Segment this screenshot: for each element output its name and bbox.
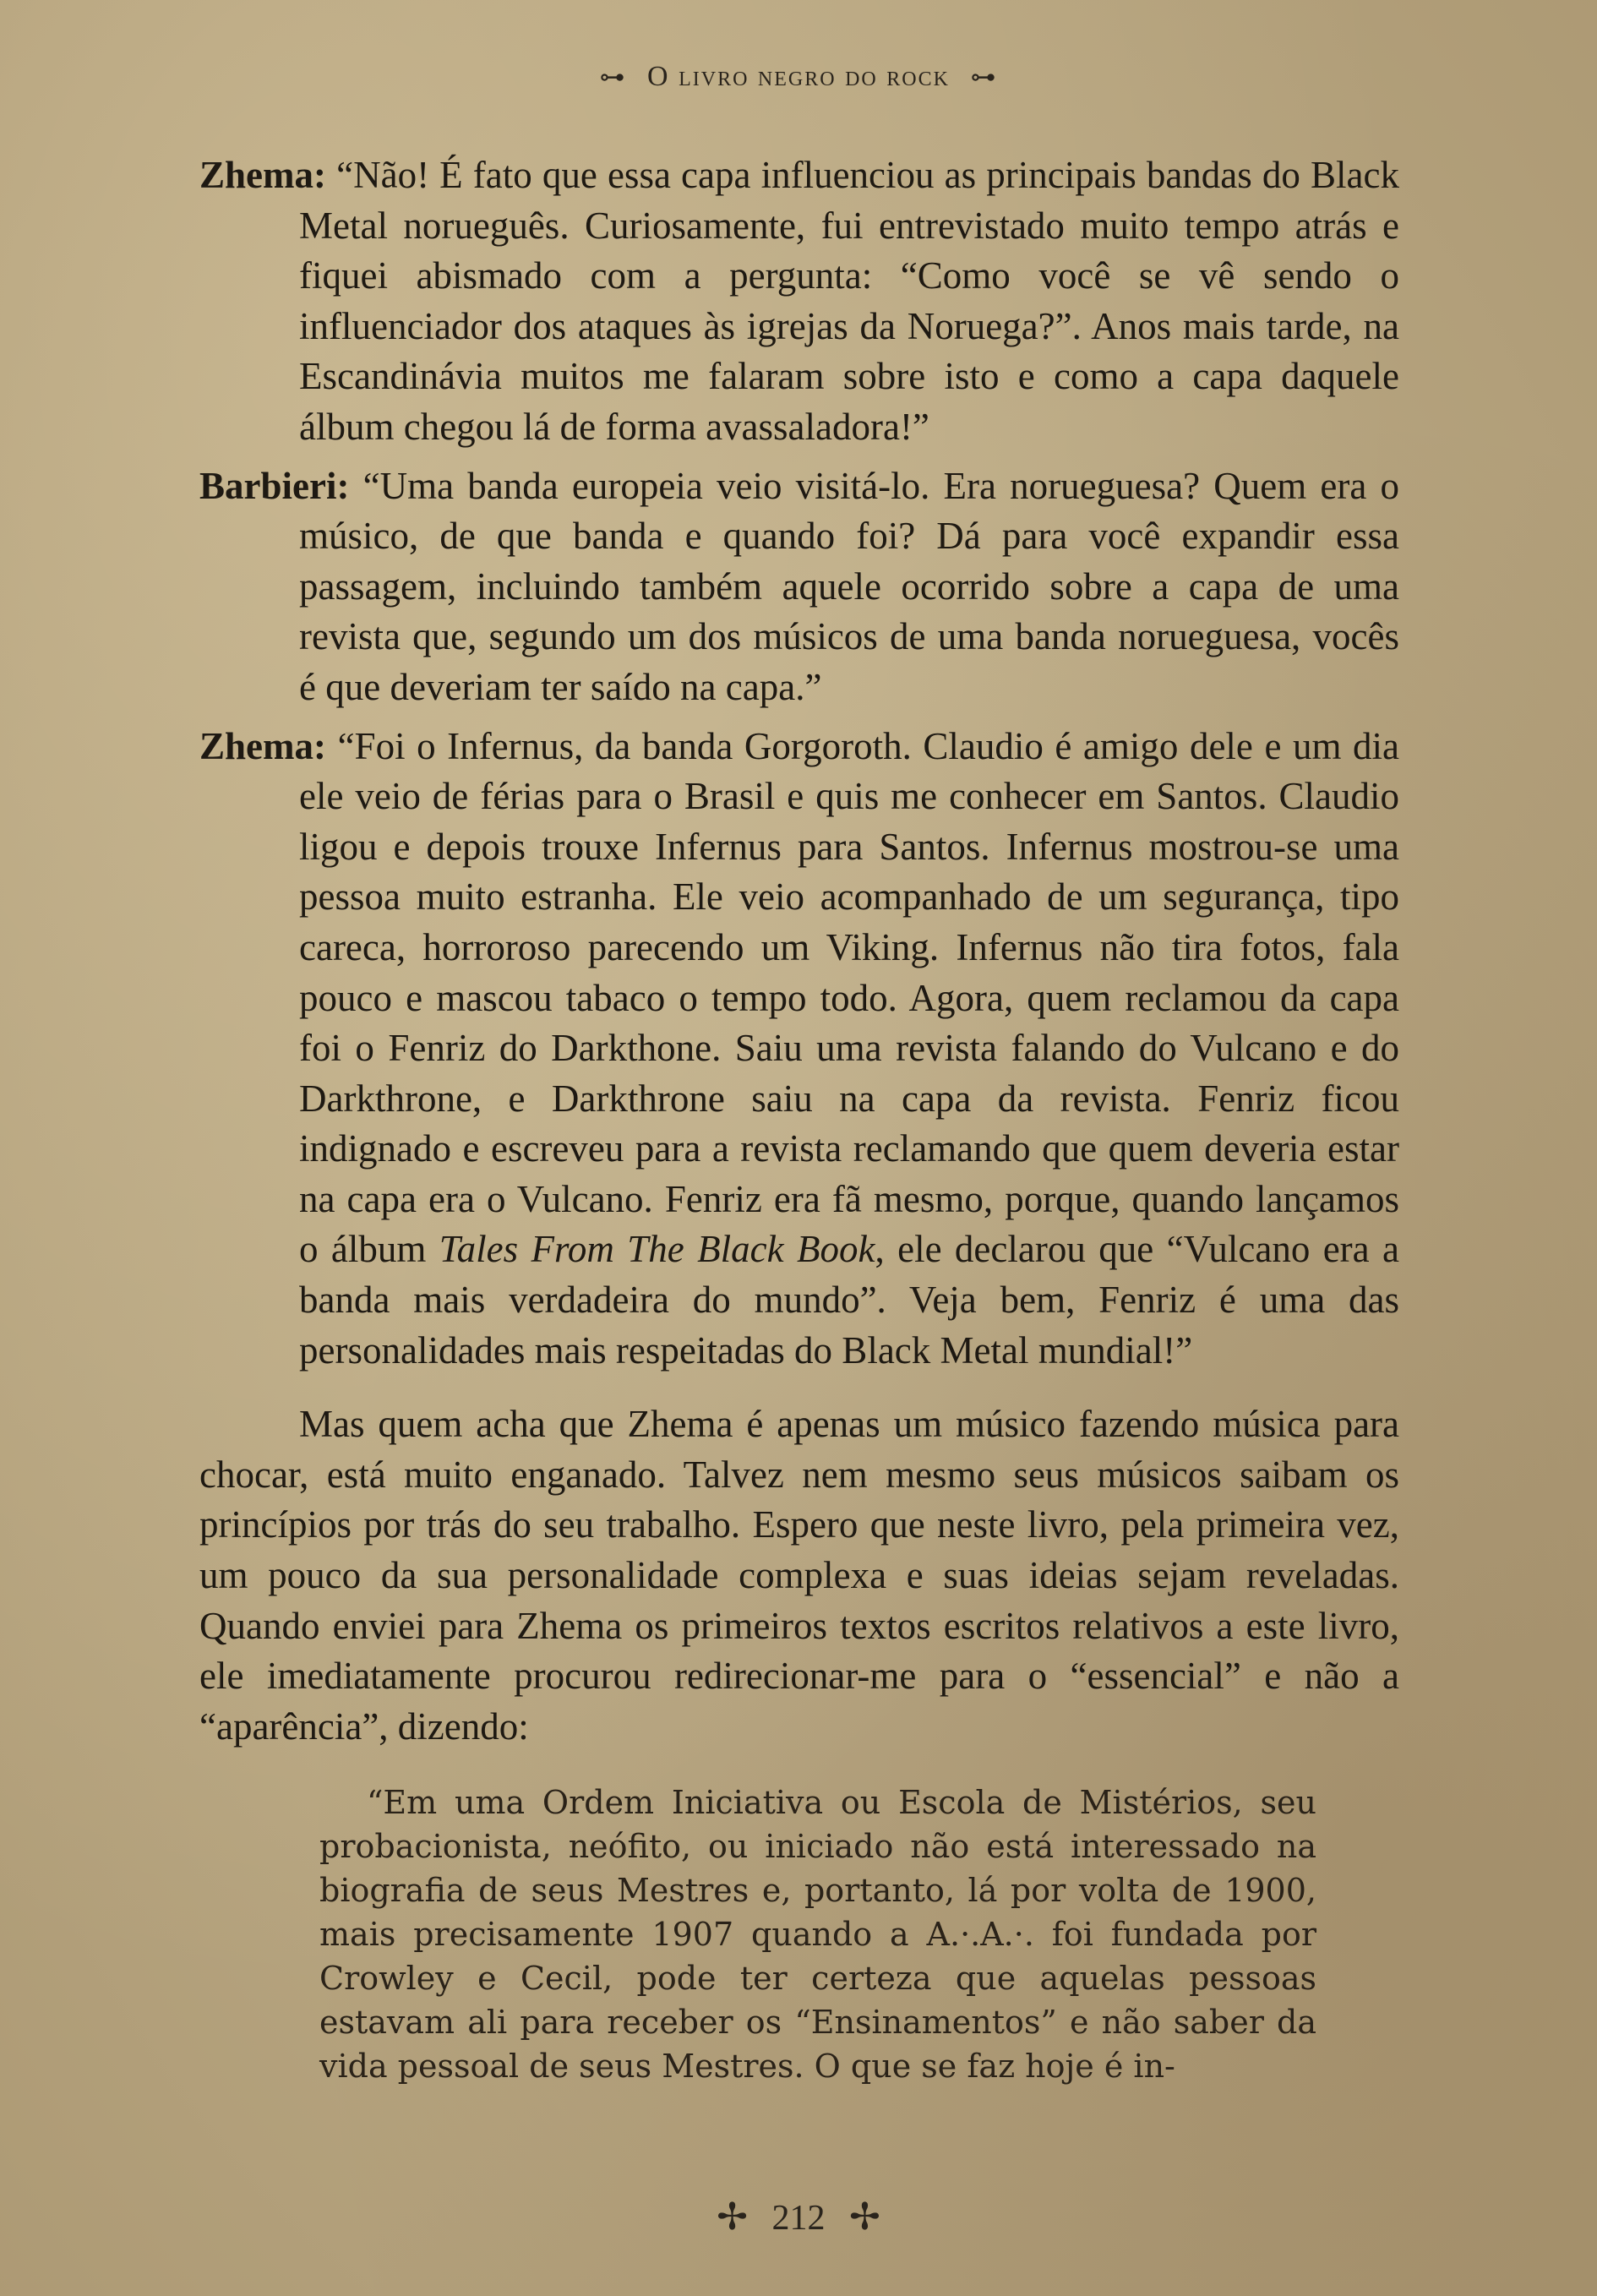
speaker-label: Zhema:: [199, 154, 326, 196]
body-paragraph: Mas quem acha que Zhema é apenas um músico fazendo música para chocar, está muito enganado. Talvez nem mesmo seus músicos saibam os princípios por trás do seu trabalho. Espero que neste livro, pela primeira vez, um pouco da sua personalidade complexa e suas ideias sejam reveladas. Quando enviei para Zhema os primeiros textos escritos relativos a este livro, ele imediatamente procurou redirecionar-me para o “essencial” e não a “aparência”, dizendo:: [199, 1403, 1399, 1748]
speaker-label: Zhema:: [199, 724, 326, 767]
block-quote: “Em uma Ordem Iniciativa ou Escola de Mistérios, seu probacionista, neófito, ou iniciado não está interessado na biografia de seus Mestres e, portanto, lá por volta de 1900, mais precisamente 1907 quando a A.·.A.·. foi fundada por Crowley e Cecil, pode ter certeza que aquelas pessoas estavam ali para receber os “Ensinamentos” e não saber da vida pessoal de seus Mestres. O que se faz hoje é in-: [319, 1784, 1316, 2086]
page-footer: [0, 2195, 1597, 2239]
page-body: [199, 150, 1399, 2088]
dialog-entry: [199, 150, 1399, 453]
page-number: 212: [771, 2199, 826, 2238]
album-title: Tales From The Black Book: [439, 1228, 875, 1271]
key-ornament-icon: ⊶: [970, 63, 998, 91]
dialog-text: “Foi o Infernus, da banda Gorgoroth. Claudio é amigo dele e um dia ele veio de férias para o Brasil e quis me conhecer em Santos. Claudio ligou e depois trouxe Infernus para Santos. Infernus mostrou-se uma pessoa muito estranha. Ele veio acompanhado de um segurança, tipo careca, horroroso parecendo um Viking. Infernus não tira fotos, fala pouco e mascou tabaco o tempo todo. Agora, quem reclamou da capa foi o Fenriz do Darkthone. Saiu uma revista falando do Vulcano e do Darkthrone, e Darkthrone saiu na capa da revista. Fenriz ficou indignado e escreveu para a revista reclamando que quem deveria estar na capa era o Vulcano. Fenriz era fã mesmo, porque, quando lançamos o álbum: [299, 724, 1400, 1271]
cross-ornament-icon: ✢: [717, 2196, 748, 2238]
dialog-text: “Uma banda europeia veio visitá-lo. Era norueguesa? Quem era o músico, de que banda e quando foi? Dá para você expandir essa passagem, incluindo também aquele ocorrido sobre a capa de uma revista que, segundo um dos músicos de uma banda norueguesa, vocês é que deveriam ter saído na capa.”: [299, 464, 1400, 708]
running-header: [0, 61, 1597, 93]
dialog-entry: [199, 722, 1399, 1377]
key-ornament-icon: ⊶: [599, 63, 627, 91]
dialog-text: , ele declarou que “Vulcano era a banda mais verdadeira do mundo”. Veja bem, Fenriz é uma das personalidades mais respeitadas do Black Metal mundial!”: [299, 1228, 1400, 1372]
dialog-text: “Não! É fato que essa capa influenciou as principais bandas do Black Metal norueguês. Curiosamente, fui entrevistado muito tempo atrás e fiquei abismado com a pergunta: “Como você se vê sendo o influenciador dos ataques às igrejas da Noruega?”. Anos mais tarde, na Escandinávia muitos me falaram sobre isto e como a capa daquele álbum chegou lá de forma avassaladora!”: [299, 154, 1399, 448]
dialog-entry: [199, 461, 1399, 713]
speaker-label: Barbieri:: [199, 464, 350, 507]
book-title: O livro negro do rock: [647, 61, 950, 92]
cross-ornament-icon: ✢: [849, 2196, 880, 2238]
